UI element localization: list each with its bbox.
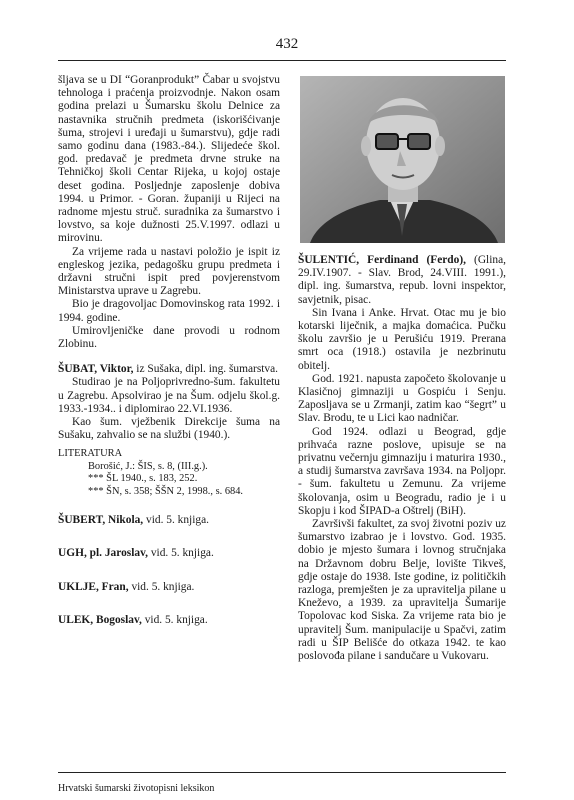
footer-rule <box>58 772 506 773</box>
entry-intro: (Glina, 29.IV.1907. - Slav. Brod, 24.VIII. 1991.), dipl. ing. šumarstva, repub. lovni inspektor, savjetnik, pisac. <box>298 254 506 306</box>
xref-target: vid. 5. knjiga. <box>131 580 195 593</box>
spacer <box>58 594 280 614</box>
right-column <box>298 254 506 663</box>
entry-name: ŠUBAT, Viktor, <box>58 363 134 376</box>
spacer <box>58 527 280 547</box>
entry-sulentic <box>298 254 506 307</box>
entry-paragraph: God 1924. odlazi u Beograd, gdje prihvaća razne poslove, upisuje se na privatnu večernju gimnaziju i maturira 1930., a studij šumarstva završava 1934. na Poljopr. - šum. fakultetu u Zemunu. Za vrijeme školovanja, osim u Beogradu, radio je i u Skopju i kod ŠIPAD-a Oštrelj (BiH). <box>298 425 506 517</box>
entry-paragraph: Završivši fakultet, za svoj životni poziv uz šumarstvo izabrao je i lovstvo. God. 1935. dobio je mjesto šumara i lovnog stručnjaka na Državnom dobru Belje, lovište Tikveš, gdje ostaje do 1938. Iste godine, iz političkih razloga, premješten je za upravitelja pilane u Kneževo, a 1939. za upravitelja Šumarije Topolovac kod Siska. Za vrijeme rata bio je upravitelj Šum. manipulacije u Spačvi, zatim radi u ŠIP Belišće do otkaza 1942. te kao poslovođa pilane i sandučare u Vukovaru. <box>298 518 506 663</box>
entry-subat <box>58 363 280 376</box>
header-rule <box>58 60 506 61</box>
xref-name: UKLJE, Fran, <box>58 580 129 593</box>
continuation-paragraph: šljava se u DI “Goranprodukt” Čabar u svojstvu tehnologa i praćenja proizvodnje. Nakon osam godina prelazi u Šumarsku školu Delnice za nastavnika stručnih predmeta (iskorišćivanje šuma, strojevi i uređaji u šumarstvu), gdje radi samo godinu dana (1983.-84.). Slijedeće škol. god. predavač je predmeta drvne struke na Tehničkoj školi Centar Rijeka, u kojoj ostaje deset godina. Posljednje zaposlenje dobiva 1994. u Primor. - Goran. županiji u Rijeci na radnome mjestu struč. suradnika za šumarstvo i lovstvo, sa koje dužnosti 25.V.1997. odlazi u mirovinu. <box>58 74 280 245</box>
cross-reference <box>58 614 280 627</box>
entry-paragraph: God. 1921. napusta započeto školovanje u Klasičnoj gimnaziji u Gospiću i Senju. Zaposljava se u Zrmanji, zatim kao “šegrt” u Slav. Brodu, te u Lici kao nadničar. <box>298 372 506 425</box>
xref-name: ŠUBERT, Nikola, <box>58 514 144 527</box>
xref-name: UGH, pl. Jaroslav, <box>58 547 148 560</box>
page-number: 432 <box>275 36 299 52</box>
literature-entry: *** ŠL 1940., s. 183, 252. <box>88 473 198 485</box>
xref-target: vid. 5. knjiga. <box>146 514 209 527</box>
spacer <box>58 351 280 363</box>
entry-paragraph: Kao šum. vježbenik Direkcije šuma na Sušaku, zahvalio se na službi (1940.). <box>58 416 280 442</box>
cross-reference <box>58 514 280 527</box>
literature-entry: *** ŠN, s. 358; ŠŠN 2, 1998., s. 684. <box>88 485 244 497</box>
entry-intro: iz Sušaka, dipl. ing. šumarstva. <box>136 363 279 376</box>
cross-reference <box>58 581 280 594</box>
literature-entry: Borošić, J.: ŠIS, s. 8, (III.g.). <box>88 460 208 472</box>
continuation-paragraph: Umirovljeničke dane provodi u rodnom Zlobinu. <box>58 324 280 351</box>
entry-paragraph: Studirao je na Poljoprivredno-šum. fakultetu u Zagrebu. Apsolvirao je na Šum. odjelu škol.g. 1933.-1934.. i diplomirao 22.VI.1936. <box>58 376 280 415</box>
xref-name: ULEK, Bogoslav, <box>58 613 142 626</box>
portrait-photo <box>300 76 505 243</box>
footer-text: Hrvatski šumarski životopisni leksikon <box>58 783 215 794</box>
xref-target: vid. 5. knjiga. <box>150 547 214 560</box>
literature-label: LITERATURA <box>58 448 123 460</box>
xref-target: vid. 5. knjiga. <box>144 613 208 626</box>
continuation-paragraph: Bio je dragovoljac Domovinskog rata 1992. i 1994. godine. <box>58 298 280 324</box>
entry-name: ŠULENTIĆ, Ferdinand (Ferdo), <box>298 254 466 266</box>
continuation-paragraph: Za vrijeme rada u nastavi položio je ispit iz engleskog jezika, pedagošku grupu predmeta i državni stručni ispit pred povjerenstvom Ministarstva uprave u Zagrebu. <box>58 245 280 298</box>
portrait-illustration <box>300 76 505 243</box>
literature-block <box>58 448 280 498</box>
entry-paragraph: Sin Ivana i Anke. Hrvat. Otac mu je bio kotarski liječnik, a majka domaćica. Pučku školu završio je u Perušiću 1919. Prerana smrt oca (1918.) ostavila je nezbrinutu obitelj. <box>298 306 506 372</box>
left-column <box>58 74 280 627</box>
spacer <box>58 561 280 581</box>
cross-reference <box>58 547 280 560</box>
spacer <box>58 498 280 514</box>
